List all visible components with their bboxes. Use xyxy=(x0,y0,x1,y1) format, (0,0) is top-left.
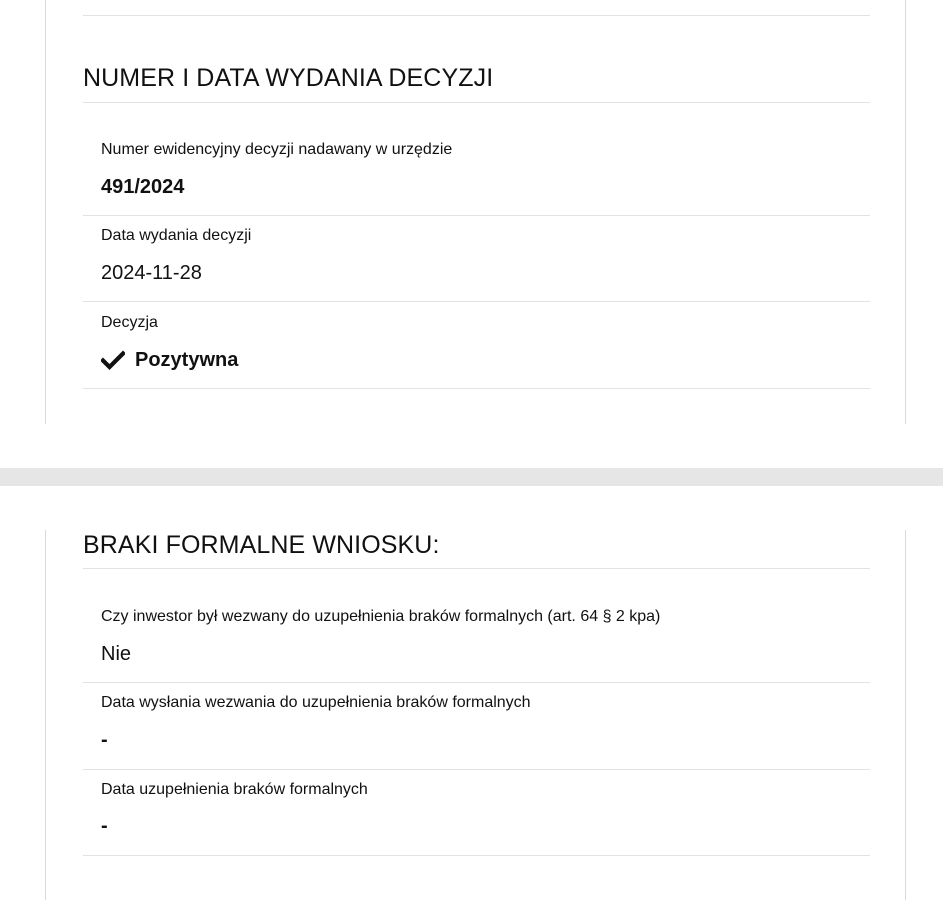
field-label: Data wydania decyzji xyxy=(101,227,252,244)
section-title-formal: BRAKI FORMALNE WNIOSKU: xyxy=(83,531,440,559)
check-icon xyxy=(101,350,125,370)
field-label: Decyzja xyxy=(101,314,158,331)
field-value: Nie xyxy=(101,643,132,665)
field-decision-number xyxy=(83,102,870,216)
decision-result-label: Pozytywna xyxy=(135,349,239,371)
field-value: 491/2024 xyxy=(101,176,185,198)
field-decision-result xyxy=(83,302,870,389)
field-value: - xyxy=(101,729,108,751)
field-decision-date xyxy=(83,216,870,302)
field-label: Czy inwestor był wezwany do uzupełnienia braków formalnych (art. 64 § 2 kpa) xyxy=(101,608,661,625)
field-summons-sent-date xyxy=(83,683,870,770)
field-investor-summoned xyxy=(83,568,870,683)
divider xyxy=(83,15,870,16)
field-label: Data wysłania wezwania do uzupełnienia braków formalnych xyxy=(101,694,531,711)
field-label: Data uzupełnienia braków formalnych xyxy=(101,781,368,798)
field-value: - xyxy=(101,815,108,837)
formal-deficiencies-card xyxy=(45,530,906,900)
decision-card xyxy=(45,0,906,424)
field-label: Numer ewidencyjny decyzji nadawany w urzędzie xyxy=(101,141,453,158)
section-separator xyxy=(0,468,943,486)
decision-result xyxy=(101,348,238,372)
field-completion-date xyxy=(83,770,870,856)
field-value: 2024-11-28 xyxy=(101,262,202,284)
section-title-decision: NUMER I DATA WYDANIA DECYZJI xyxy=(83,64,494,92)
